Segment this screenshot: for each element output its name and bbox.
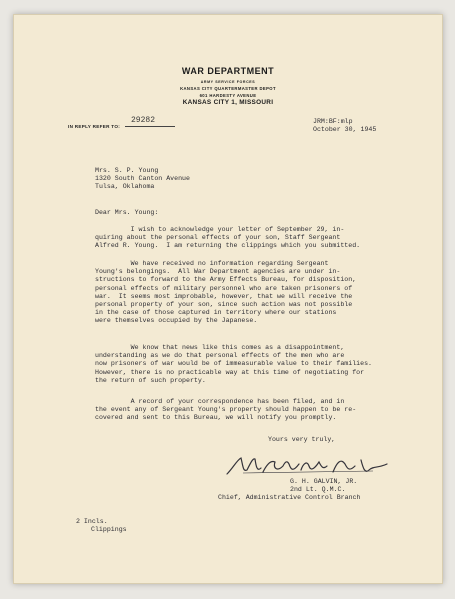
letterhead-service: ARMY SERVICE FORCES <box>200 80 256 84</box>
signer-rank: 2nd Lt. Q.M.C. <box>290 486 346 493</box>
reply-refer-label: IN REPLY REFER TO: <box>68 124 121 129</box>
reply-refer-underline <box>125 126 175 127</box>
recipient-name: Mrs. S. P. Young <box>95 167 159 174</box>
letterhead-title: WAR DEPARTMENT <box>181 66 275 76</box>
enclosure-count: 2 Incls. <box>76 518 108 525</box>
signer-title: Chief, Administrative Control Branch <box>218 494 361 501</box>
letter-date: October 30, 1945 <box>313 126 377 133</box>
letter-page <box>13 14 443 584</box>
enclosure-description: Clippings <box>91 526 127 533</box>
recipient-street: 1320 South Canton Avenue <box>95 175 190 182</box>
body-paragraph-1: I wish to acknowledge your letter of September 29, in- quiring about the personal effects of your son, Staff Sergeant Alfred R. Young. I am returning the clippings which you submitted. <box>95 226 361 250</box>
handwritten-signature <box>223 450 393 480</box>
body-paragraph-2: We have received no information regarding Sergeant Young's belongings. All War Department agencies are under in- structions to forward to the Army Effects Bureau, for disposition, personal effects of military personnel who are taken prisoners of war. It seems most improbable, however, that we will receive the personal property of your son, since such action was not possible in the case of those captured in territory where our stations were themselves occupied by the Japanese. <box>95 260 357 325</box>
letterhead-city: KANSAS CITY 1, MISSOURI <box>182 99 274 106</box>
reply-refer-number: 29282 <box>131 116 156 125</box>
reference-code: JRM:BF:mlp <box>313 118 353 125</box>
letterhead-depot: KANSAS CITY QUARTERMASTER DEPOT <box>180 86 276 91</box>
recipient-city: Tulsa, Oklahoma <box>95 183 155 190</box>
body-paragraph-3: We know that news like this comes as a disappointment, understanding as we do that personal effects of the men who are now prisoners of war would be of immeasurable value to their families. However, there is no practicable way at this time of negotiating for the return of such property. <box>95 344 372 384</box>
letterhead-street: 601 HARDESTY AVENUE <box>199 93 257 98</box>
salutation: Dear Mrs. Young: <box>95 209 159 216</box>
closing: Yours very truly, <box>268 436 336 443</box>
signer-name: G. H. GALVIN, JR. <box>290 478 358 485</box>
body-paragraph-4: A record of your correspondence has been filed, and in the event any of Sergeant Young's property should happen to be re- covered and sent to this Bureau, we will notify you promptly. <box>95 398 357 422</box>
